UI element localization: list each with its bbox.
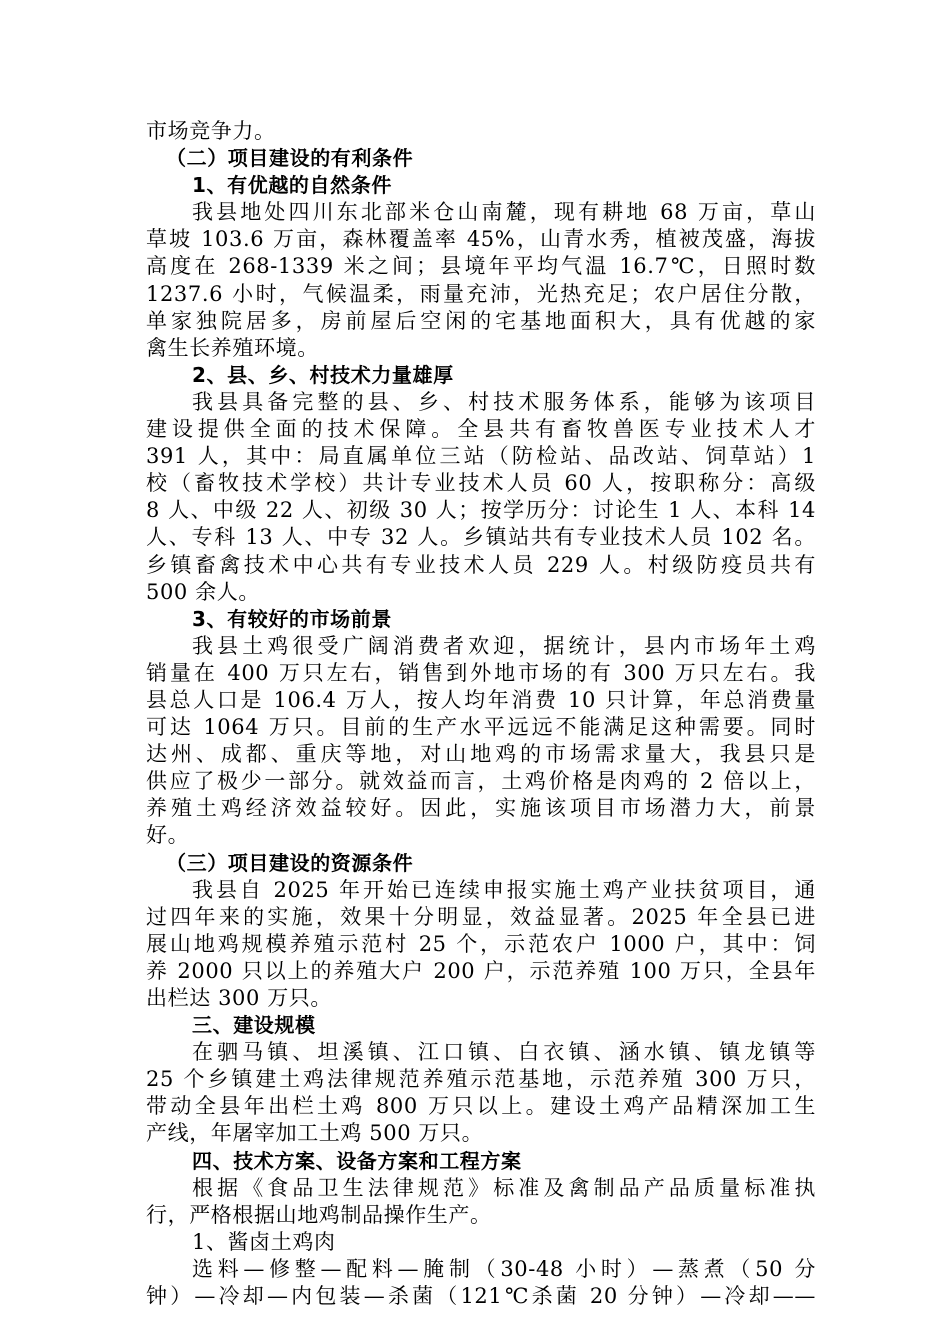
paragraph-last-line: 出栏达 300 万只。 — [146, 986, 333, 1010]
paragraph-line: 建设提供全面的技术保障。全县共有畜牧兽医专业技术人才 — [146, 417, 816, 442]
paragraph-line: 可达 1064 万只。目前的生产水平远远不能满足这种需要。同时 — [146, 715, 816, 740]
paragraph-line: 1237.6 小时，气候温柔，雨量充沛，光热充足；农户居住分散， — [146, 281, 816, 306]
paragraph-line: 供应了极少一部分。就效益而言，土鸡价格是肉鸡的 2 倍以上， — [146, 769, 816, 794]
document-body — [146, 118, 816, 1310]
paragraph-line: 销量在 400 万只左右，销售到外地市场的有 300 万只左右。我 — [146, 660, 816, 685]
paragraph-line: 县总人口是 106.4 万人，按人均年消费 10 只计算，年总消费量 — [146, 687, 816, 712]
paragraph-first-line: 我县自 2025 年开始已连续申报实施土鸡产业扶贫项目，通 — [192, 877, 816, 902]
paragraph-line: 25 个乡镇建土鸡法律规范养殖示范基地，示范养殖 300 万只， — [146, 1067, 816, 1092]
paragraph-last-line: 行，严格根据山地鸡制品操作生产。 — [146, 1202, 492, 1227]
paragraph-line: 过四年来的实施，效果十分明显，效益显著。2025 年全县已进 — [146, 904, 816, 929]
section-heading: （三）项目建设的资源条件 — [166, 850, 414, 875]
paragraph-first-line: 我县土鸡很受广阔消费者欢迎，据统计，县内市场年土鸡 — [192, 633, 816, 658]
paragraph-line: 单家独院居多，房前屋后空闲的宅基地面积大，具有优越的家 — [146, 308, 816, 333]
paragraph-first-line: 在驷马镇、坦溪镇、江口镇、白衣镇、涵水镇、镇龙镇等 — [192, 1040, 816, 1065]
paragraph-line: 草坡 103.6 万亩，森林覆盖率 45%，山青水秀，植被茂盛，海拔 — [146, 227, 816, 252]
paragraph-last-line: 禽生长养殖环境。 — [146, 335, 319, 360]
section-heading: （二）项目建设的有利条件 — [166, 146, 414, 171]
paragraph-line: 校（畜牧技术学校）共计专业技术人员 60 人，按职称分：高级 — [146, 471, 816, 496]
paragraph-line: 8 人、中级 22 人、初级 30 人；按学历分：讨论生 1 人、本科 14 — [146, 498, 816, 523]
paragraph-line: 带动全县年出栏土鸡 800 万只以上。建设土鸡产品精深加工生 — [146, 1094, 816, 1119]
paragraph-line: 高度在 268-1339 米之间；县境年平均气温 16.7℃，日照时数 — [146, 254, 816, 279]
paragraph-last-line: 市场竞争力。 — [146, 119, 276, 143]
paragraph-last-line: 产线，年屠宰加工土鸡 500 万只。 — [146, 1121, 484, 1146]
subsection-heading: 1、有优越的自然条件 — [192, 173, 392, 198]
paragraph-line: 1、酱卤土鸡肉 — [192, 1229, 336, 1254]
paragraph-line: 391 人，其中：局直属单位三站（防检站、品改站、饲草站）1 — [146, 444, 816, 469]
subsection-heading: 2、县、乡、村技术力量雄厚 — [192, 362, 454, 387]
paragraph-line: 钟）—冷却—内包装—杀菌（121℃杀菌 20 分钟）—冷却—— — [146, 1284, 816, 1309]
paragraph-first-line: 选料—修整—配料—腌制（30-48 小时）—蒸煮（50 分 — [192, 1256, 816, 1281]
paragraph-first-line: 我县地处四川东北部米仓山南麓，现有耕地 68 万亩，草山 — [192, 200, 816, 225]
subsection-heading: 三、建设规模 — [192, 1013, 316, 1038]
subsection-heading: 3、有较好的市场前景 — [192, 606, 392, 631]
paragraph-first-line: 我县具备完整的县、乡、村技术服务体系，能够为该项目 — [192, 389, 816, 414]
paragraph-line: 乡镇畜禽技术中心共有专业技术人员 229 人。村级防疫员共有 — [146, 552, 816, 577]
paragraph-last-line: 500 余人。 — [146, 579, 260, 604]
paragraph-line: 展山地鸡规模养殖示范村 25 个，示范农户 1000 户，其中：饲 — [146, 931, 816, 956]
paragraph-first-line: 根据《食品卫生法律规范》标准及禽制品产品质量标准执 — [192, 1175, 816, 1200]
paragraph-last-line: 好。 — [146, 823, 190, 848]
paragraph-line: 养 2000 只以上的养殖大户 200 户，示范养殖 100 万只，全县年 — [146, 958, 816, 983]
paragraph-line: 养殖土鸡经济效益较好。因此，实施该项目市场潜力大，前景 — [146, 796, 816, 821]
subsection-heading: 四、技术方案、设备方案和工程方案 — [192, 1148, 522, 1173]
paragraph-line: 人、专科 13 人、中专 32 人。乡镇站共有专业技术人员 102 名。 — [146, 525, 816, 550]
paragraph-line: 达州、成都、重庆等地，对山地鸡的市场需求量大，我县只是 — [146, 742, 816, 767]
